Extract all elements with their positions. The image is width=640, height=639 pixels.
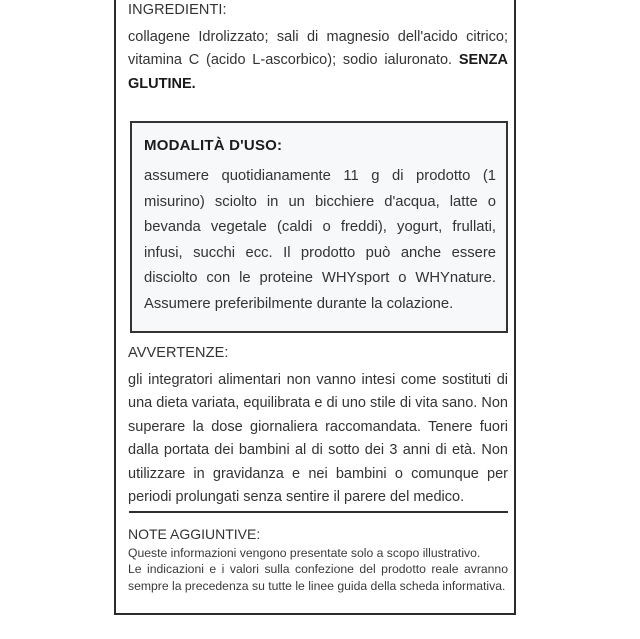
- note-aggiuntive-line-1: Queste informazioni vengono presentate solo a scopo illustrativo.: [128, 546, 481, 560]
- section-divider: [129, 511, 508, 513]
- modalita-uso-content: [144, 136, 496, 318]
- avvertenze-heading: AVVERTENZE:: [128, 345, 229, 361]
- note-aggiuntive-section: [128, 525, 508, 594]
- avvertenze-text: gli integratori alimentari non vanno intesi come sostituti di una dieta variata, equilibrata e di uno stile di vita sano. Non superare la dose giornaliera raccomandata. Tenere fuori dalla portata dei bambini al di sotto dei 3 anni di età. Non utilizzare in gravidanza e nei bambini o comunque per periodi prolungati senza sentire il parere del medico.: [128, 372, 508, 506]
- modalita-uso-heading: MODALITÀ D'USO:: [144, 137, 283, 154]
- avvertenze-section: [128, 344, 508, 509]
- note-aggiuntive-heading: NOTE AGGIUNTIVE:: [128, 526, 261, 542]
- ingredienti-text-normal: collagene Idrolizzato; sali di magnesio dell'acido citrico; vitamina C (acido L-ascorbico); sodio ialuronato.: [128, 29, 508, 69]
- modalita-uso-box: [130, 121, 508, 333]
- ingredienti-section: [128, 1, 508, 96]
- modalita-uso-text: assumere quotidianamente 11 g di prodotto (1 misurino) sciolto in un bicchiere d'acqua, latte o bevanda vegetale (caldi o freddi), yogurt, frullati, infusi, succhi ecc. Il prodotto può anche essere disciolto con le proteine WHYsport o WHYnature. Assumere preferibilmente durante la colazione.: [144, 168, 496, 312]
- note-aggiuntive-line-2: Le indicazioni e i valori sulla confezione del prodotto reale avranno sempre la precedenza su tutte le linee guida della scheda informativa.: [128, 562, 508, 593]
- info-panel: [114, 0, 516, 615]
- ingredienti-text: [128, 26, 508, 96]
- ingredienti-heading: INGREDIENTI:: [128, 2, 227, 18]
- ingredienti-text-bold: SENZA GLUTINE.: [128, 52, 508, 92]
